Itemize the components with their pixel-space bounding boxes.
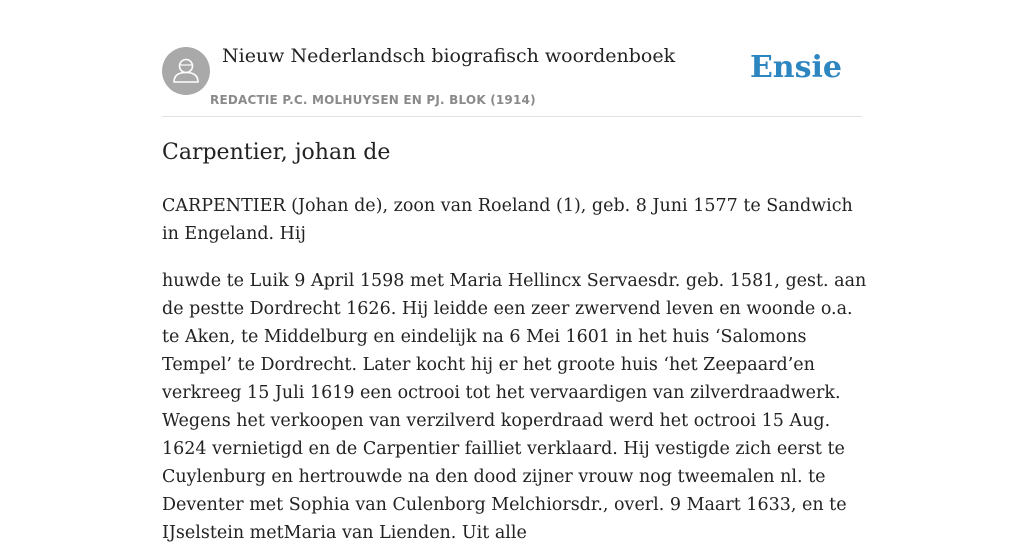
book-title[interactable]: Nieuw Nederlandsch biografisch woordenboek <box>222 45 676 67</box>
entry-title: Carpentier, johan de <box>162 140 391 165</box>
user-silhouette-icon <box>162 47 210 95</box>
entry-paragraph: CARPENTIER (Johan de), zoon van Roeland (1), geb. 8 Juni 1577 te Sandwich in Engeland. Hij <box>162 196 853 244</box>
entry-paragraph: huwde te Luik 9 April 1598 met Maria Hellincx Servaesdr. geb. 1581, gest. aan de pestte Dordrecht 1626. Hij leidde een zeer zwervend leven en woonde o.a. te Aken, te Middelburg en eindelijk na 6 Mei 1601 in het huis ‘Salomons Tempel’ te Dordrecht. Later kocht hij er het groote huis ‘het Zeepaard’en verkreeg 15 Juli 1619 een octrooi tot het vervaardigen van zilverdraadwerk. Wegens het verkoopen van verzilverd koperdraad werd het octrooi 15 Aug. 1624 vernietigd en de Carpentier failliet verklaard. Hij vestigde zich eerst te Cuylenburg en hertrouwde na den dood zijner vrouw nog tweemalen nl. te Deventer met Sophia van Culenborg Melchiorsdr., overl. 9 Maart 1633, en te IJselstein metMaria van Lienden. Uit alle <box>162 271 867 543</box>
brand-logo[interactable]: Ensie <box>749 50 842 85</box>
book-editors: REDACTIE P.C. MOLHUYSEN EN PJ. BLOK (1914) <box>210 93 536 107</box>
source-header <box>162 36 862 117</box>
avatar[interactable] <box>162 47 210 95</box>
